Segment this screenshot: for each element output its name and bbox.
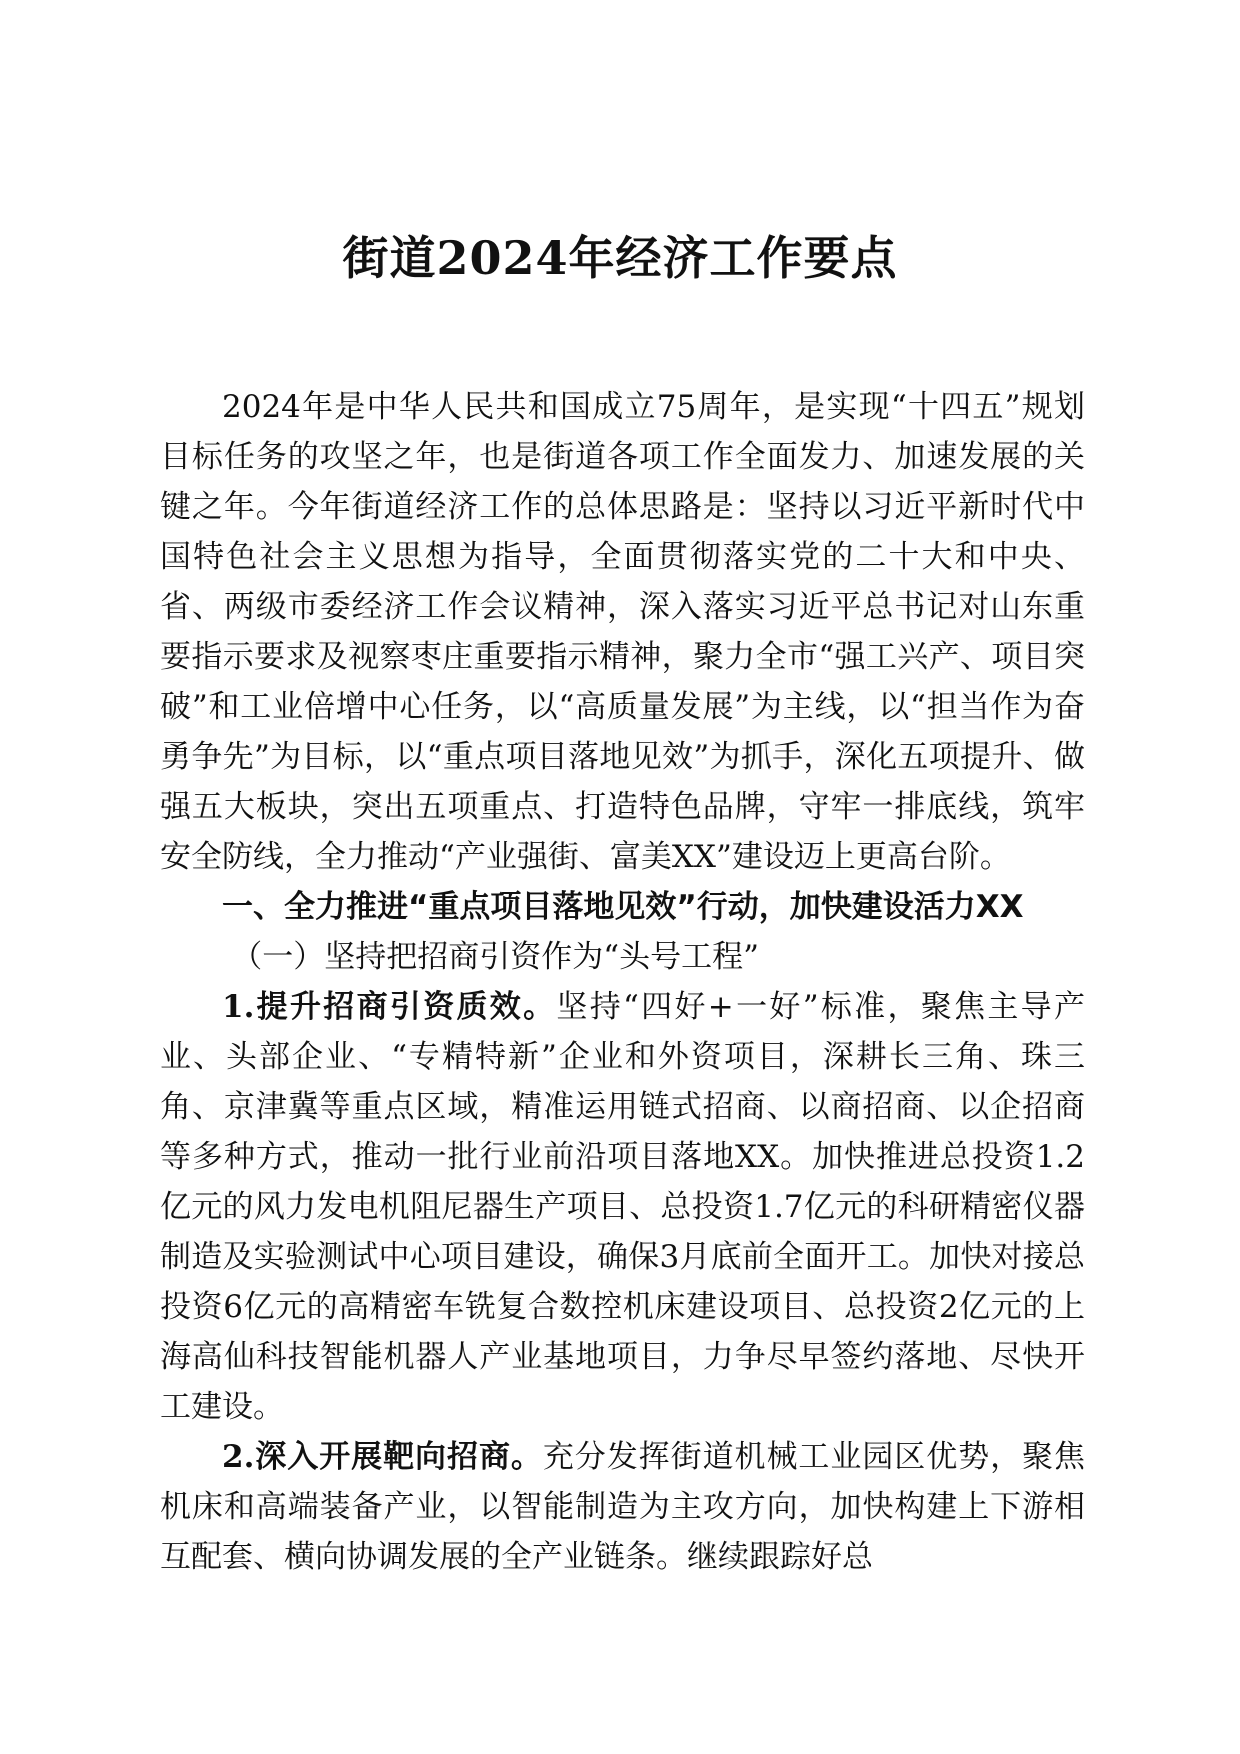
subsection-heading: （一）坚持把招商引资作为“头号工程” <box>231 939 759 975</box>
item-1-lead: 1.提升招商引资质效。 <box>222 989 557 1025</box>
item-paragraph-2 <box>160 1432 1085 1582</box>
item-2-lead: 2.深入开展靶向招商。 <box>222 1439 543 1475</box>
item-1-text: 坚持“四好+一好”标准，聚焦主导产业、头部企业、“专精特新”企业和外资项目，深耕长三角、珠三角、京津冀等重点区域，精准运用链式招商、以商招商、以企招商等多种方式，推动一批行业前沿项目落地XX。加快推进总投资1.2亿元的风力发电机阻尼器生产项目、总投资1.7亿元的科研精密仪器制造及实验测试中心项目建设，确保3月底前全面开工。加快对接总投资6亿元的高精密车铣复合数控机床建设项目、总投资2亿元的上海高仙科技智能机器人产业基地项目，力争尽早签约落地、尽快开工建设。 <box>160 989 1085 1425</box>
section-heading: 一、全力推进“重点项目落地见效”行动，加快建设活力XX <box>222 889 1024 925</box>
document-title: 街道2024年经济工作要点 <box>342 231 898 285</box>
intro-paragraph: 2024年是中华人民共和国成立75周年，是实现“十四五”规划目标任务的攻坚之年，也是街道各项工作全面发力、加速发展的关键之年。今年街道经济工作的总体思路是：坚持以习近平新时代中国特色社会主义思想为指导，全面贯彻落实党的二十大和中央、省、两级市委经济工作会议精神，深入落实习近平总书记对山东重要指示要求及视察枣庄重要指示精神，聚力全市“强工兴产、项目突破”和工业倍增中心任务，以“高质量发展”为主线，以“担当作为奋勇争先”为目标，以“重点项目落地见效”为抓手，深化五项提升、做强五大板块，突出五项重点、打造特色品牌，守牢一排底线，筑牢安全防线，全力推动“产业强街、富美XX”建设迈上更高台阶。 <box>160 389 1085 875</box>
item-2-text: 充分发挥街道机械工业园区优势，聚焦机床和高端装备产业，以智能制造为主攻方向，加快构建上下游相互配套、横向协调发展的全产业链条。继续跟踪好总 <box>160 1439 1085 1575</box>
document-body <box>160 382 1085 1582</box>
item-paragraph-1 <box>160 982 1085 1432</box>
